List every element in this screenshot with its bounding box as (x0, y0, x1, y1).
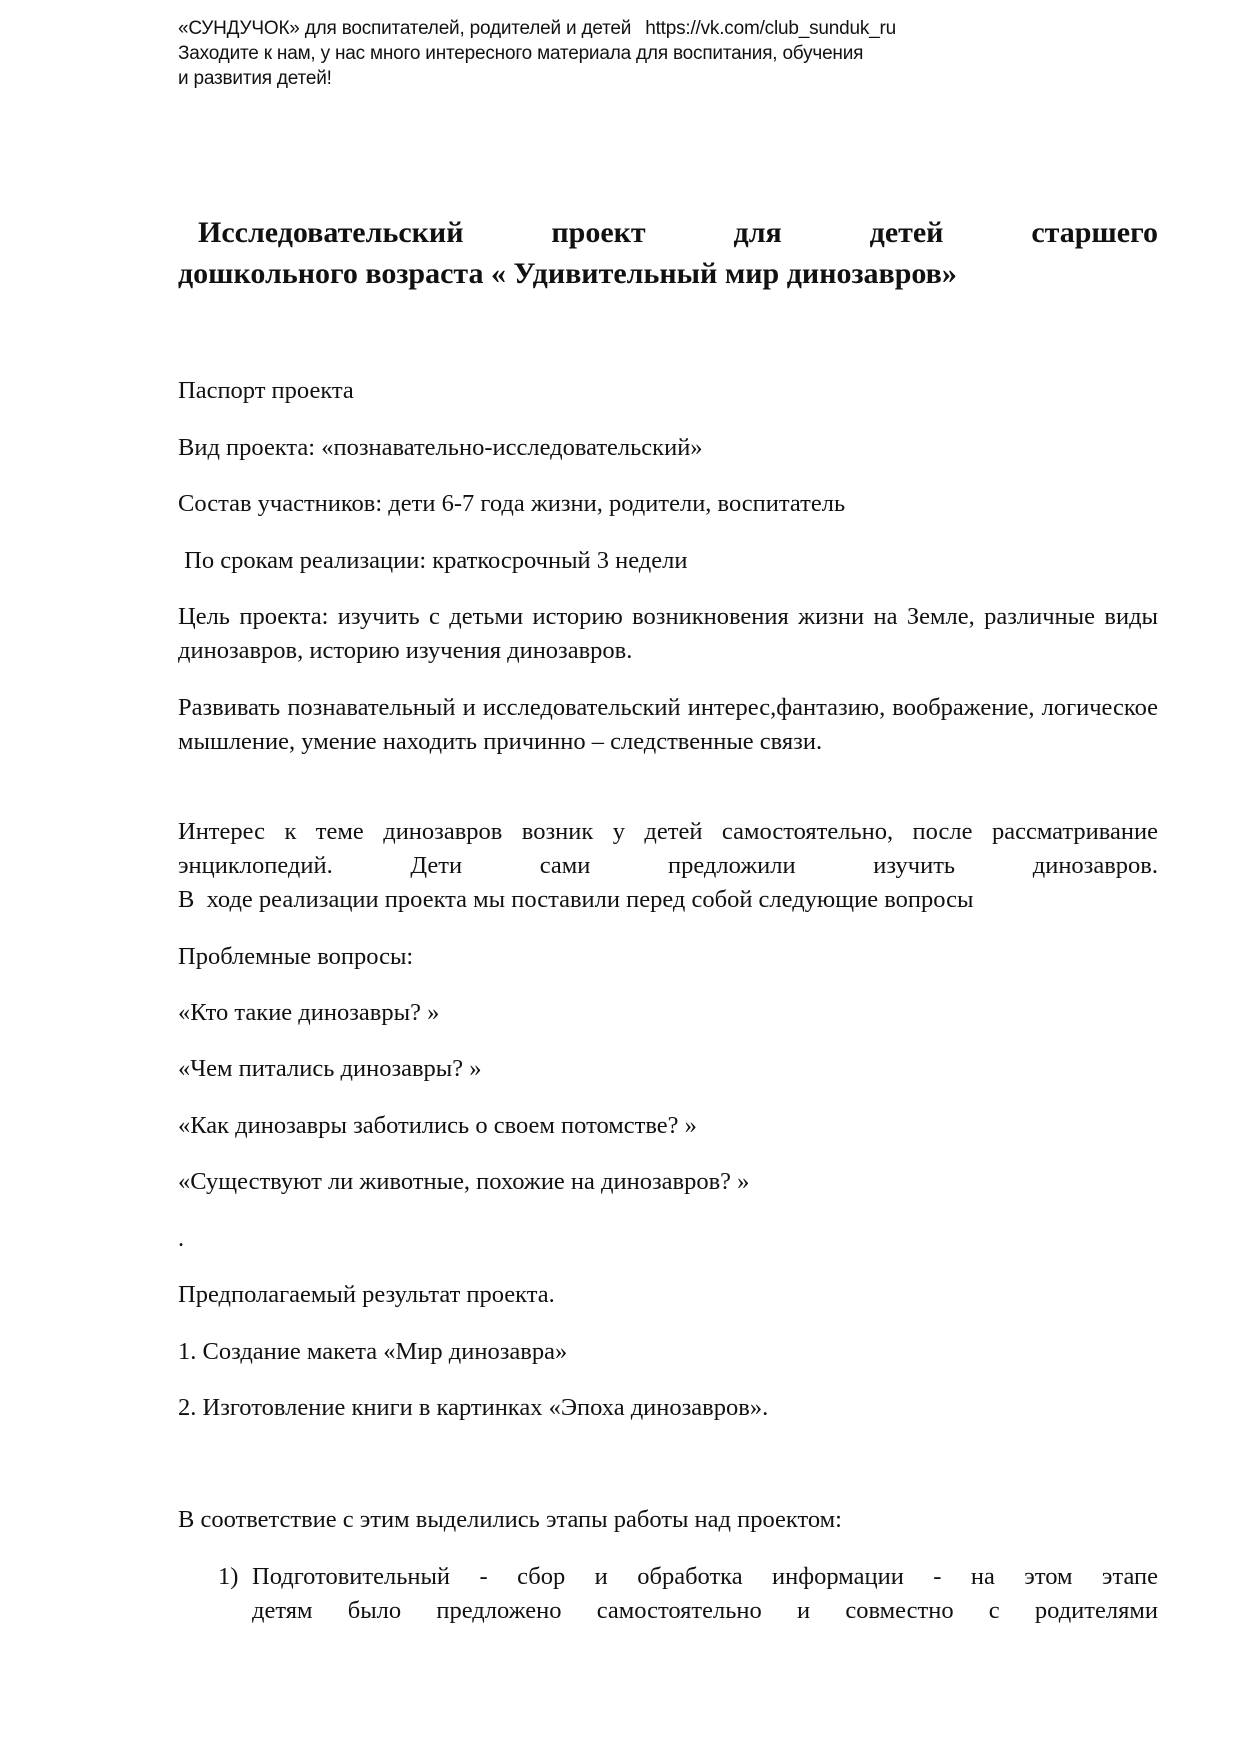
title-word: проект (551, 216, 646, 249)
document-title (178, 212, 1158, 294)
passport-heading: Паспорт проекта (178, 377, 354, 404)
result-item: 2. Изготовление книги в картинках «Эпоха динозавров». (178, 1394, 769, 1421)
title-word: старшего (1031, 216, 1158, 249)
header-line-2: Заходите к нам, у нас много интересного материала для воспитания, обучения (178, 43, 864, 64)
header-line-3: и развития детей! (178, 68, 332, 89)
interest-paragraph: Интерес к теме динозавров возник у детей самостоятельно, после рассматривание энциклопедий. Дети сами предложили изучить динозавров. (178, 818, 1158, 879)
separator-dot: . (178, 1225, 185, 1252)
development-goals: Развивать познавательный и исследовательский интерес,фантазию, воображение, логическое мышление, умение находить причинно – следственные связи. (178, 694, 1158, 755)
title-line-1 (178, 212, 1158, 253)
duration: По срокам реализации: краткосрочный 3 недели (178, 547, 688, 574)
page-header-banner (178, 16, 1038, 91)
title-word: Исследовательский (198, 216, 464, 249)
interest-paragraph-last: В ходе реализации проекта мы поставили перед собой следующие вопросы (178, 886, 974, 913)
stage-text-line-2: детям было предложено самостоятельно и совместно с родителями (252, 1597, 1158, 1624)
project-goal: Цель проекта: изучить с детьми историю возникновения жизни на Земле, различные виды динозавров, историю изучения динозавров. (178, 603, 1158, 664)
question-item: «Как динозавры заботились о своем потомстве? » (178, 1112, 697, 1139)
problem-questions-heading: Проблемные вопросы: (178, 943, 414, 970)
stage-item (218, 1560, 1158, 1628)
header-line-1 (178, 16, 1038, 41)
participants: Состав участников: дети 6-7 года жизни, родители, воспитатель (178, 490, 846, 517)
stage-text-line-1: Подготовительный - сбор и обработка информации - на этом этапе (252, 1563, 1158, 1590)
stage-number: 1) (218, 1563, 239, 1590)
header-club-name: «СУНДУЧОК» для воспитателей, родителей и детей (178, 18, 632, 39)
question-item: «Существуют ли животные, похожие на динозавров? » (178, 1168, 750, 1195)
project-type: Вид проекта: «познавательно-исследовательский» (178, 434, 703, 461)
question-item: «Кто такие динозавры? » (178, 999, 440, 1026)
header-club-link[interactable]: https://vk.com/club_sunduk_ru (645, 18, 897, 39)
title-word: детей (869, 216, 944, 249)
question-item: «Чем питались динозавры? » (178, 1055, 482, 1082)
result-item: 1. Создание макета «Мир динозавра» (178, 1338, 568, 1365)
stages-intro: В соответствие с этим выделились этапы работы над проектом: (178, 1506, 842, 1533)
title-word: для (733, 216, 782, 249)
title-line-2: дошкольного возраста « Удивительный мир динозавров» (178, 257, 957, 290)
expected-result-heading: Предполагаемый результат проекта. (178, 1281, 555, 1308)
